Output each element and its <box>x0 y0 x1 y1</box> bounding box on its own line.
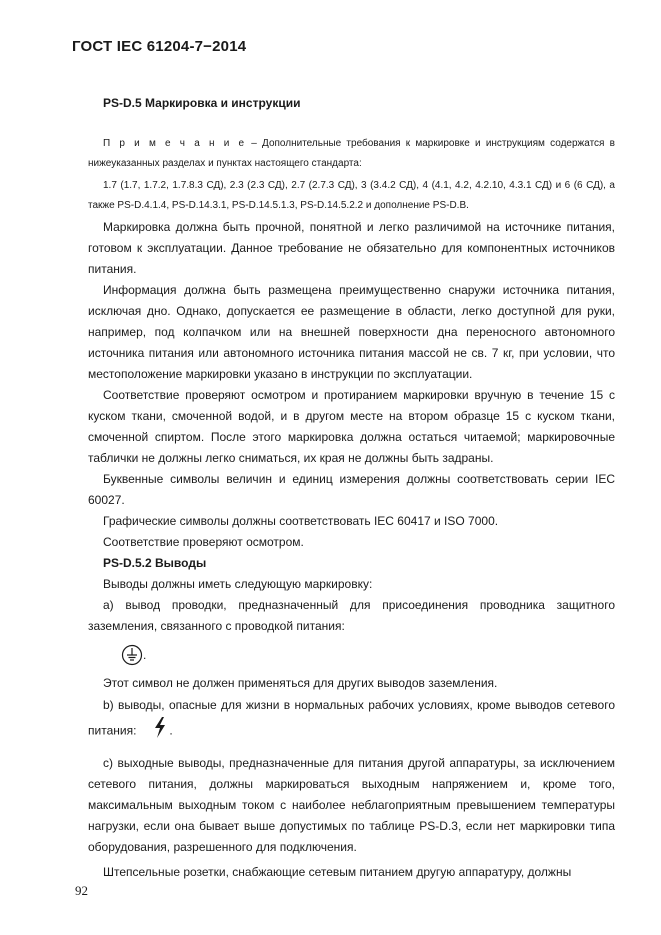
paragraph-compliance-rubbing: Соответствие проверяют осмотром и протиранием маркировки вручную в течение 15 с куском ткани, смоченной водой, и в другом месте на втором образце 15 с куском ткани, смоченной спиртом. После этого маркировка должна остаться читаемой; маркировочные таблички не должны легко сниматься, их края не должны быть задраны. <box>88 388 615 465</box>
paragraph-compliance-inspection: Соответствие проверяют осмотром. <box>103 535 304 549</box>
subsection-title: PS-D.5.2 Выводы <box>103 556 207 570</box>
paragraph-marking-durability: Маркировка должна быть прочной, понятной и легко различимой на источнике питания, готовом к эксплуатации. Данное требование не обязательно для компонентных источников питания. <box>88 220 615 276</box>
protective-earth-icon <box>121 644 143 666</box>
terminals-sockets: Штепсельные розетки, снабжающие сетевым питанием другую аппаратуру, должны <box>103 865 572 879</box>
protective-earth-symbol-row <box>88 637 615 673</box>
terminals-item-c: c) выходные выводы, предназначенные для питания другой аппаратуры, за исключением сетевого питания, должны маркироваться выходным напряжением и, кроме того, максимальным выходным током с наиболее неблагоприятным превышением температуры нагрузки, если она бывает выше допустимых по таблице PS-D.3, если нет маркировки типа оборудования, разрешенного для подключения. <box>88 756 615 854</box>
document-code: ГОСТ IEC 61204-7−2014 <box>72 38 247 55</box>
terminals-intro: Выводы должны иметь следующую маркировку: <box>103 577 373 591</box>
note-lead: П р и м е ч а н и е <box>103 138 247 149</box>
terminals-item-b-text: b) выводы, опасные для жизни в нормальных рабочих условиях, кроме выводов сетевого питания: <box>88 698 615 738</box>
terminals-item-b <box>88 694 615 747</box>
page-number: 92 <box>75 883 88 898</box>
protective-earth-suffix: . <box>143 647 147 662</box>
note-references: 1.7 (1.7, 1.7.2, 1.7.8.3 СД), 2.3 (2.3 СД), 2.7 (2.7.3 СД), 3 (3.4.2 СД), 4 (4.1, 4.2, 4.2.10, 4.3.1 СД) и 6 (6 СД), а также PS-D.4.1.4, PS-D.14.3.1, PS-D.14.5.1.3, PS-D.14.5.2.2 и дополнение PS-D.B. <box>88 180 615 211</box>
paragraph-marking-location: Информация должна быть размещена преимущественно снаружи источника питания, исключая дно. Однако, допускается ее размещение в области, легко доступной для руки, например, под колпачком или на внешней поверхности дна переносного автономного источника питания или автономного источника питания массой не св. 7 кг, при условии, что местоположение маркировки указано в инструкции по эксплуатации. <box>88 283 615 381</box>
document-body <box>88 134 615 883</box>
dangerous-voltage-icon <box>138 716 167 747</box>
paragraph-graphic-symbols: Графические символы должны соответствовать IEC 60417 и ISO 7000. <box>103 514 499 528</box>
note-text: – Дополнительные требования к маркировке и инструкциям содержатся в нижеуказанных разделах и пунктах настоящего стандарта: <box>88 138 615 169</box>
dangerous-voltage-suffix: . <box>169 723 173 738</box>
terminals-item-a: a) вывод проводки, предназначенный для присоединения проводника защитного заземления, связанного с проводкой питания: <box>88 598 615 633</box>
note-paragraph <box>88 134 615 174</box>
paragraph-letter-symbols: Буквенные символы величин и единиц измерения должны соответствовать серии IEC 60027. <box>88 472 615 507</box>
section-title: PS-D.5 Маркировка и инструкции <box>103 96 301 110</box>
terminals-after-a: Этот символ не должен применяться для других выводов заземления. <box>103 676 498 690</box>
